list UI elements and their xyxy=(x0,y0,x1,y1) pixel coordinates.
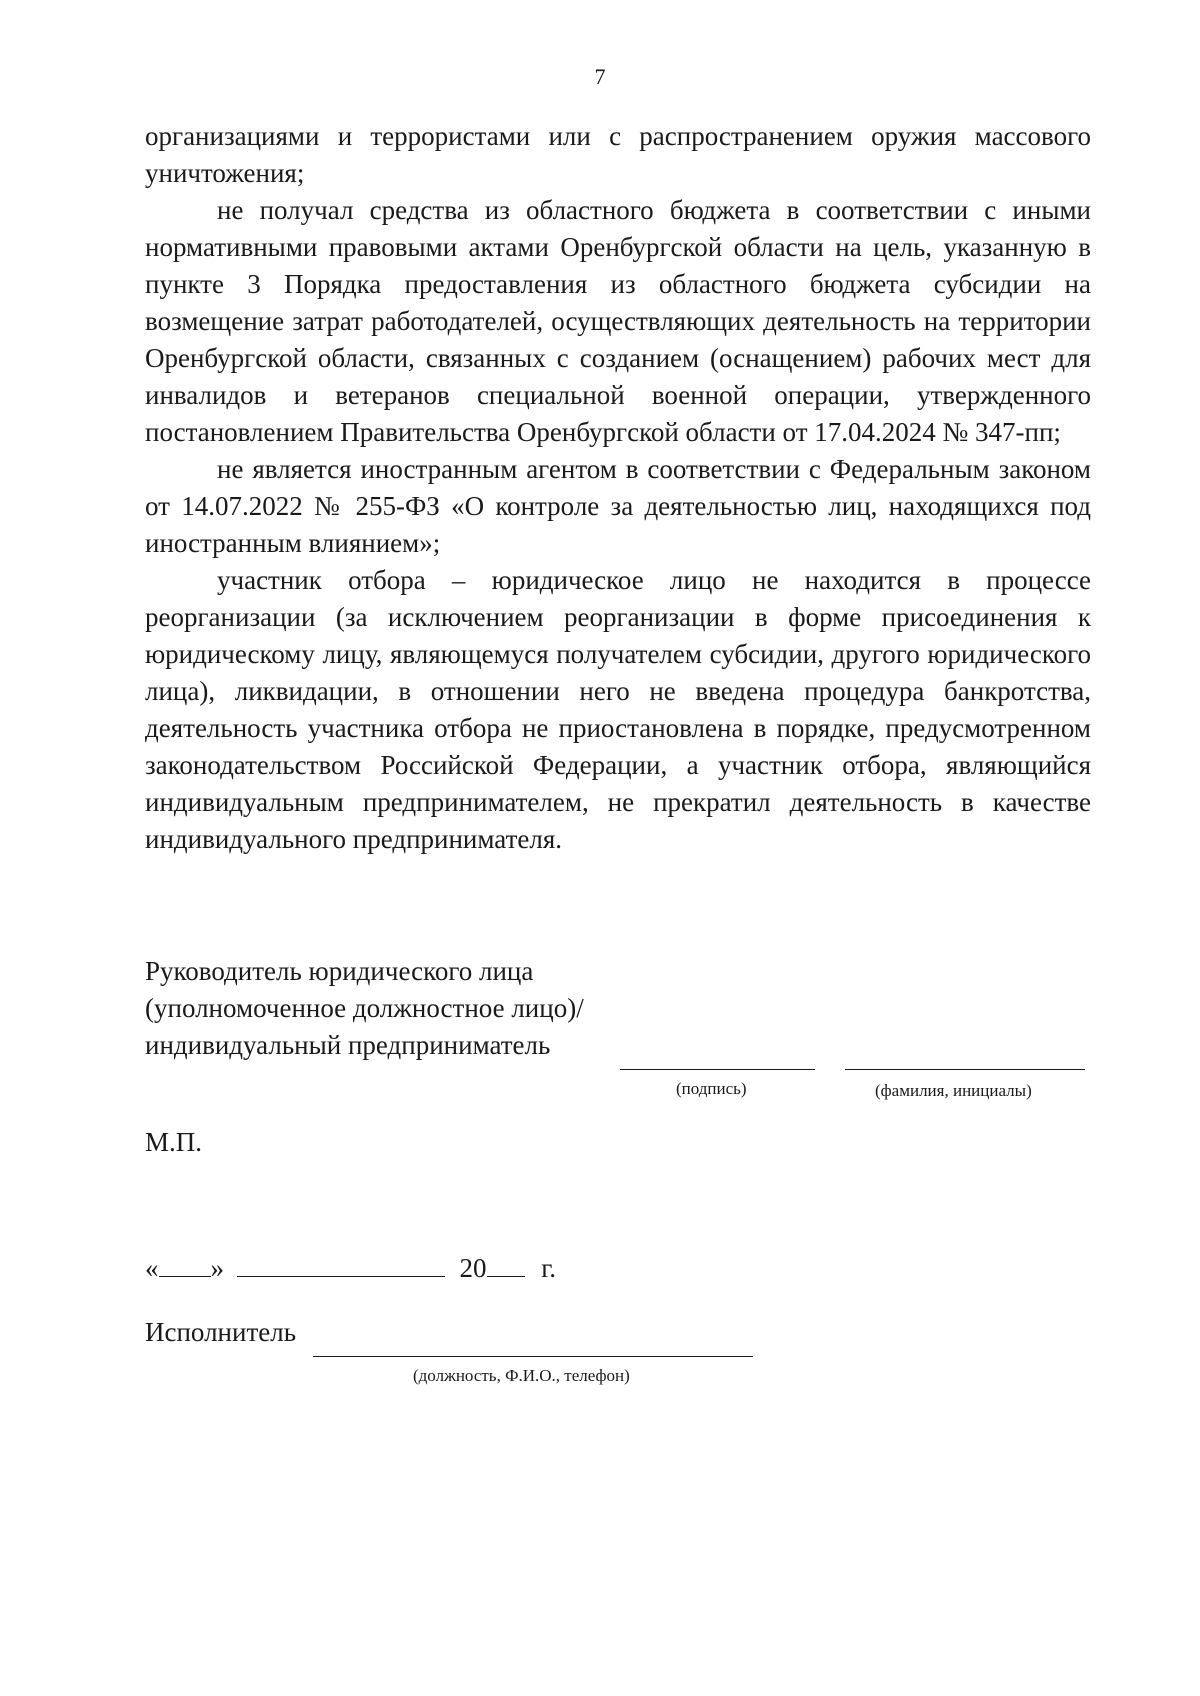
paragraph: не получал средства из областного бюджета в соответствии с иными нормативными правовыми актами Оренбургской области на цель, указанную в пункте 3 Порядка предоставления из областного бюджета субсидии на возмещение затрат работодателей, осуществляющих деятельность на территории Оренбургской области, связанных с созданием (оснащением) рабочих мест для инвалидов и ветеранов специальной военной операции, утвержденного постановлением Правительства Оренбургской области от 17.04.2024 № 347-пп; xyxy=(145,195,1091,447)
executor-caption: (должность, Ф.И.О., телефон) xyxy=(413,1366,630,1385)
signature-caption: (подпись) xyxy=(676,1079,747,1098)
year-prefix: 20 xyxy=(459,1253,487,1283)
signer-title-line-1: Руководитель юридического лица xyxy=(145,956,534,986)
date-open-quote: « xyxy=(145,1253,159,1283)
month-blank xyxy=(237,1254,445,1277)
paragraph: участник отбора – юридическое лицо не находится в процессе реорганизации (за исключением реорганизации в форме присоединения к юридическому лицу, являющемуся получателем субсидии, другого юридического лица), ликвидации, в отношении него не введена процедура банкротства, деятельность участника отбора не приостановлена в порядке, предусмотренном законодательством Российской Федерации, а участник отбора, являющийся индивидуальным предпринимателем, не прекратил деятельность в качестве индивидуального предпринимателя. xyxy=(145,565,1091,854)
date-line xyxy=(145,1253,556,1284)
date-close-quote: » xyxy=(210,1253,224,1283)
signer-title-line-3: индивидуальный предприниматель xyxy=(145,1030,551,1060)
document-body xyxy=(145,118,1091,858)
paragraph: не является иностранным агентом в соответствии с Федеральным законом от 14.07.2022 № 255-ФЗ «О контроле за деятельностью лиц, находящихся под иностранным влиянием»; xyxy=(145,454,1091,558)
page-number: 7 xyxy=(594,64,606,89)
signature-block xyxy=(145,953,584,1064)
signer-title-line-2: (уполномоченное должностное лицо)/ xyxy=(145,993,584,1023)
stamp-label: М.П. xyxy=(145,1127,203,1157)
executor-label: Исполнитель xyxy=(145,1317,297,1347)
name-line xyxy=(845,1069,1085,1070)
name-caption: (фамилия, инициалы) xyxy=(875,1081,1032,1100)
day-blank xyxy=(159,1254,211,1277)
year-blank xyxy=(487,1254,525,1277)
paragraph: организациями и террористами или с распространением оружия массового уничтожения; xyxy=(145,121,1091,188)
signature-line xyxy=(620,1069,815,1070)
year-suffix: г. xyxy=(541,1253,557,1283)
executor-line xyxy=(313,1356,753,1357)
